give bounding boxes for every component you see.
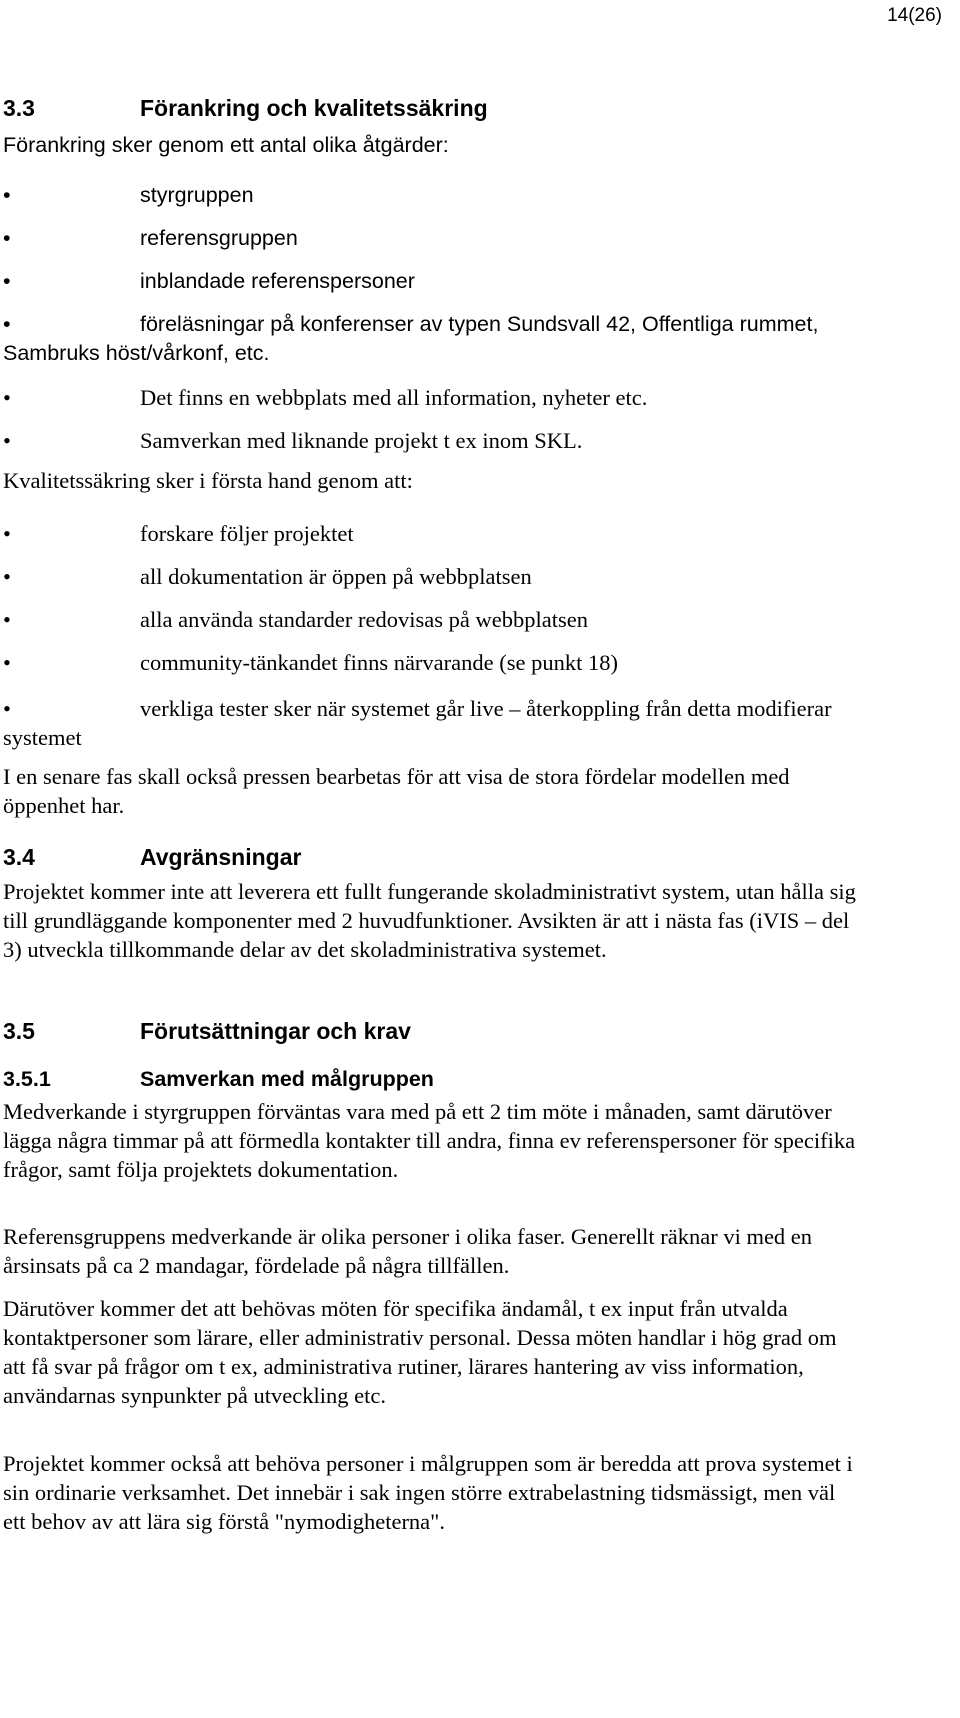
page-number: 14(26) <box>887 5 942 26</box>
paragraph: Medverkande i styrgruppen förväntas vara med på ett 2 tim möte i månaden, samt därutöver lägga några timmar på att förmedla kontakter till andra, finna ev referenspersoner för specifika frågor, samt följa projektets dokumentation. <box>3 1099 856 1182</box>
list-item: • Samverkan med liknande projekt t ex inom SKL. <box>3 428 583 453</box>
section-heading-3-5-1 <box>3 1064 863 1094</box>
bullet-icon: • <box>3 564 11 589</box>
list-item: • verkliga tester sker när systemet går live – återkoppling från detta modifierar systemet <box>3 696 832 750</box>
closing-paragraph: I en senare fas skall också pressen bearbetas för att visa de stora fördelar modellen med öppenhet har. <box>3 764 790 818</box>
section-title: Förutsättningar och krav <box>140 1018 411 1044</box>
section-number: 3.5.1 <box>3 1067 51 1091</box>
bullet-icon: • <box>3 696 11 721</box>
paragraph: Därutöver kommer det att behövas möten för specifika ändamål, t ex input från utvalda kontaktpersoner som lärare, eller administrativ personal. Dessa möten handlar i hög grad om att få svar på frågor om t ex, administrativa rutiner, lärares hantering av viss information, användarnas synpunkter på utveckling etc. <box>3 1296 837 1408</box>
paragraph: Referensgruppens medverkande är olika personer i olika faser. Generellt räknar vi med en årsinsats på ca 2 mandagar, fördelade på några tillfällen. <box>3 1224 813 1278</box>
bullet-icon: • <box>3 269 11 293</box>
list-item: • all dokumentation är öppen på webbplatsen <box>3 564 532 589</box>
bullet-icon: • <box>3 183 11 207</box>
section-heading-3-3 <box>3 93 863 123</box>
list-item: • styrgruppen <box>3 181 863 210</box>
section-heading-3-4 <box>3 842 863 872</box>
bullet-icon: • <box>3 226 11 250</box>
anchoring-intro: Förankring sker genom ett antal olika åtgärder: <box>3 133 449 157</box>
bullet-icon: • <box>3 312 11 336</box>
section-title: Avgränsningar <box>140 844 302 870</box>
quality-intro: Kvalitetssäkring sker i första hand genom att: <box>3 468 413 493</box>
paragraph: Projektet kommer inte att leverera ett fullt fungerande skoladministrativt system, utan hålla sig till grundläggande komponenter med 2 huvudfunktioner. Avsikten är att i nästa fas (iVIS – del 3) utveckla tillkommande delar av det skoladministrativa systemet. <box>3 879 856 962</box>
paragraph: Projektet kommer också att behöva personer i målgruppen som är beredda att prova systemet i sin ordinarie verksamhet. Det innebär i sak ingen större extrabelastning tidsmässigt, men väl ett behov av att lära sig förstå "nymodigheterna". <box>3 1451 853 1534</box>
list-item: • community-tänkandet finns närvarande (se punkt 18) <box>3 650 618 675</box>
list-item: • alla använda standarder redovisas på webbplatsen <box>3 607 588 632</box>
section-number: 3.4 <box>3 844 35 870</box>
bullet-icon: • <box>3 521 11 546</box>
list-item: • referensgruppen <box>3 224 863 253</box>
list-item: • inblandade referenspersoner <box>3 267 863 296</box>
bullet-icon: • <box>3 428 11 453</box>
section-title: Förankring och kvalitetssäkring <box>140 95 488 121</box>
section-number: 3.5 <box>3 1018 35 1044</box>
section-number: 3.3 <box>3 95 35 121</box>
bullet-icon: • <box>3 607 11 632</box>
list-item: • föreläsningar på konferenser av typen Sundsvall 42, Offentliga rummet, Sambruks höst/vårkonf, etc. <box>3 312 819 365</box>
section-heading-3-5 <box>3 1016 863 1046</box>
bullet-icon: • <box>3 385 11 410</box>
section-title: Samverkan med målgruppen <box>140 1067 434 1091</box>
list-item: • Det finns en webbplats med all information, nyheter etc. <box>3 385 648 410</box>
bullet-icon: • <box>3 650 11 675</box>
list-item: • forskare följer projektet <box>3 521 354 546</box>
